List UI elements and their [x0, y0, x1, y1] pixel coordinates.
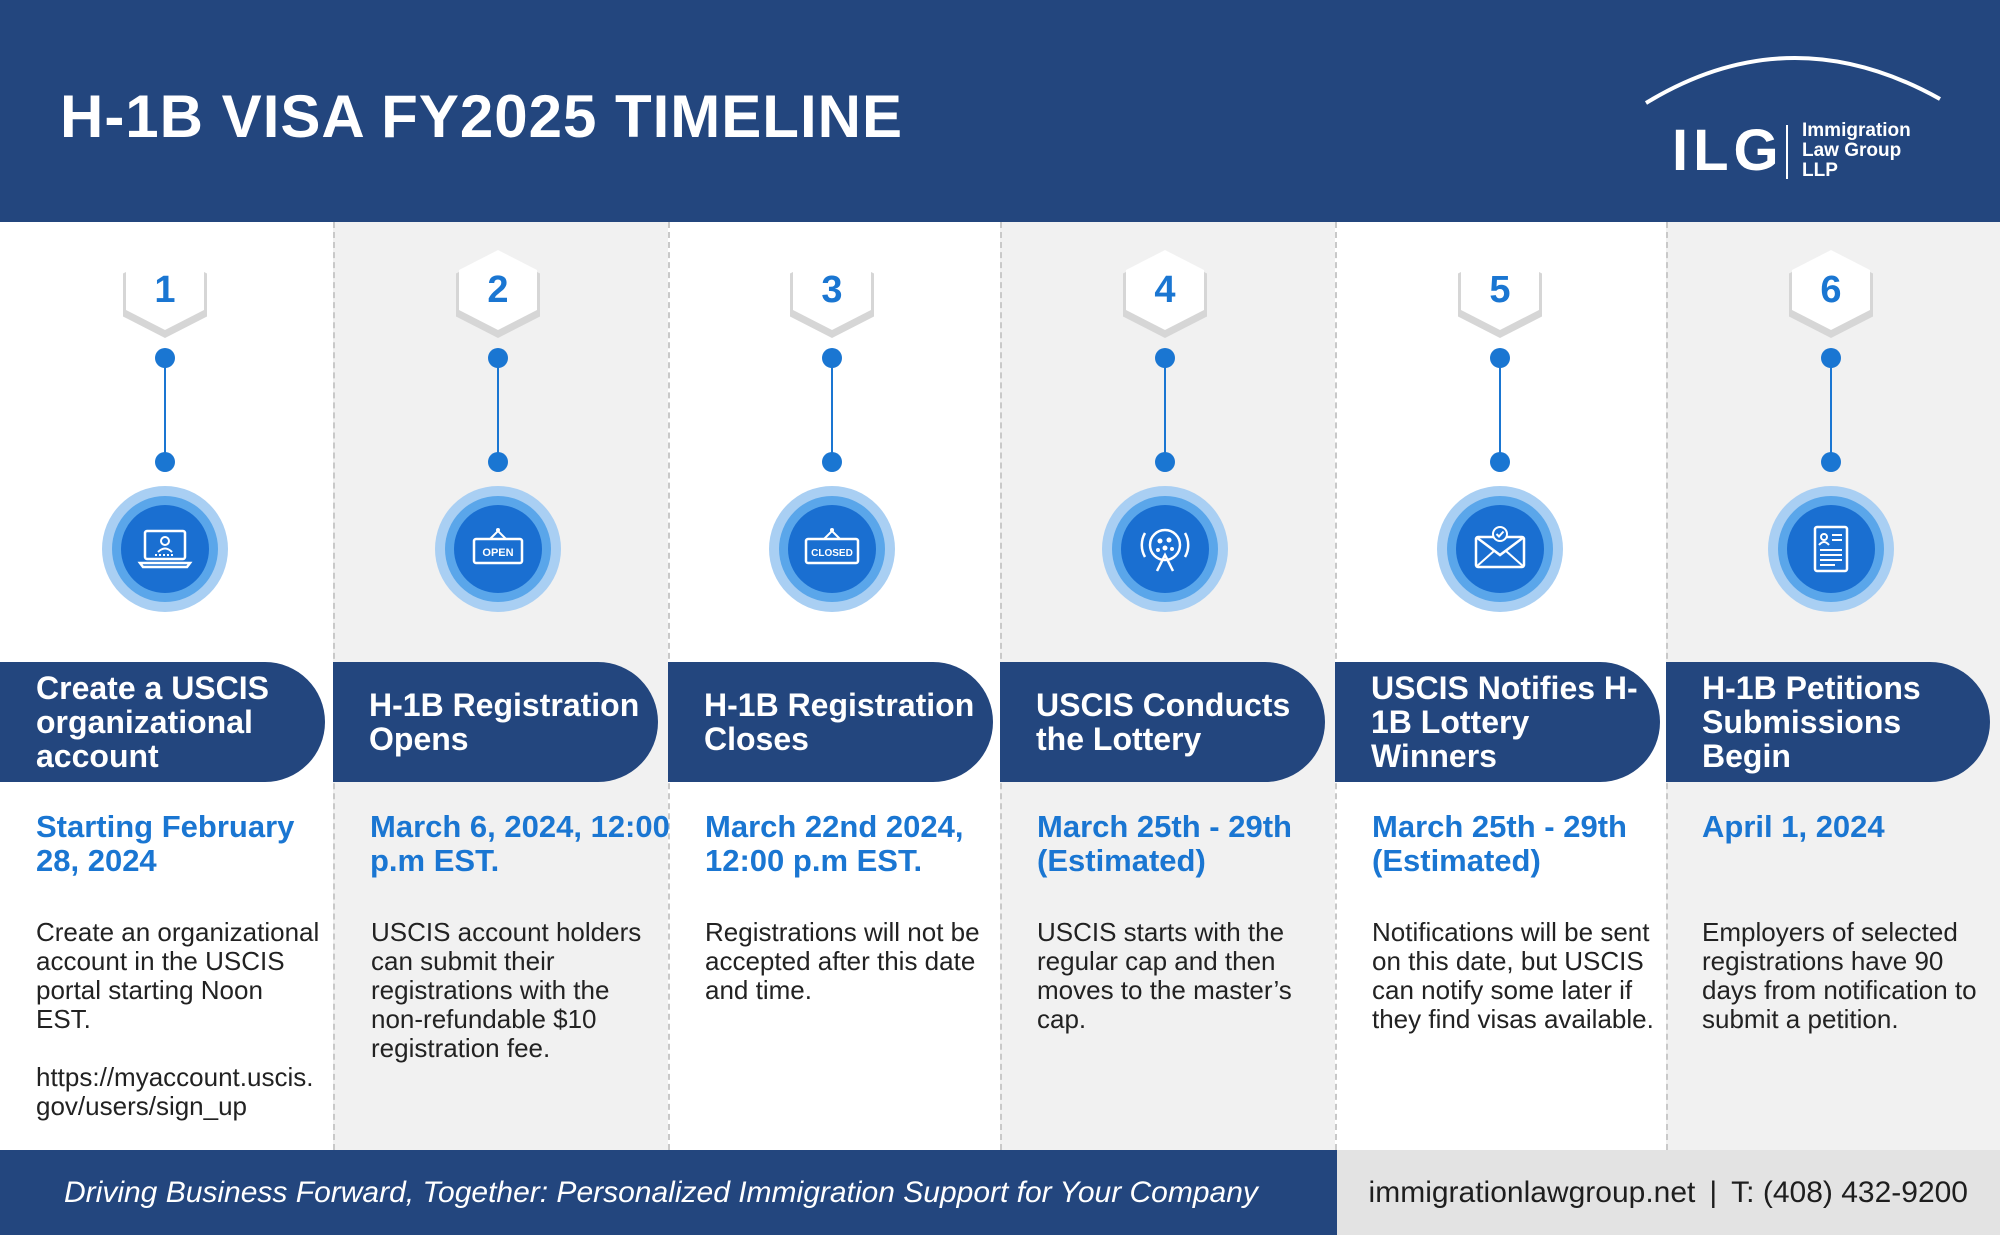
page-title: H-1B VISA FY2025 TIMELINE: [60, 83, 903, 150]
step-heading-tab: [1335, 662, 1660, 782]
step-heading: Create a USCIS organizational account: [36, 670, 269, 774]
step-description: USCIS starts with the regular cap and then moves to the master’s cap.: [1037, 917, 1292, 1034]
document-icon: [1801, 519, 1861, 579]
connector-dot-bottom: [822, 452, 842, 472]
closed-sign-icon: [802, 519, 862, 579]
step-number: 5: [1489, 269, 1511, 311]
step-heading-tab: [668, 662, 993, 782]
step-heading-tab: [333, 662, 658, 782]
header-banner: [0, 0, 2000, 222]
step-icon-ring: [102, 486, 228, 612]
step-heading-tab: [1000, 662, 1325, 782]
laptop-account-icon: [135, 519, 195, 579]
signup-link[interactable]: https://myaccount.uscis.gov/users/sign_up: [36, 1062, 314, 1121]
step-icon-ring: [435, 486, 561, 612]
footer-contact: [1369, 1150, 1968, 1235]
step-description: Registrations will not be accepted after this date and time.: [705, 917, 980, 1005]
svg-text:OPEN: OPEN: [482, 547, 514, 559]
website-link[interactable]: immigrationlawgroup.net: [1368, 1176, 1696, 1209]
step-heading: H-1B Registration Opens: [369, 687, 640, 757]
footer-tagline: Driving Business Forward, Together: Personalized Immigration Support for Your Company: [64, 1176, 1258, 1209]
connector-line: [1164, 358, 1166, 466]
step-icon-ring: [1102, 486, 1228, 612]
step-description-block: [36, 918, 321, 1121]
connector-line: [497, 358, 499, 466]
step-description: Create an organizational account in the USCIS portal starting Noon EST.: [36, 917, 320, 1034]
step-number: 3: [821, 269, 843, 311]
svg-text:CLOSED: CLOSED: [811, 548, 853, 559]
step-number: 2: [487, 269, 509, 311]
step-icon-ring: [1768, 486, 1894, 612]
phone-number[interactable]: T: (408) 432-9200: [1731, 1176, 1968, 1209]
open-sign-icon: [468, 519, 528, 579]
timeline: [0, 222, 2000, 1150]
step-date: April 1, 2024: [1702, 809, 1885, 844]
contact-separator: |: [1709, 1176, 1718, 1209]
step-heading: USCIS Notifies H-1B Lottery Winners: [1371, 670, 1638, 774]
step-number: 1: [154, 269, 176, 311]
step-description: USCIS account holders can submit their registrations with the non-refundable $10 registration fee.: [371, 917, 642, 1063]
step-heading: H-1B Petitions Submissions Begin: [1702, 670, 1921, 774]
logo-mark: ILG: [1672, 118, 1784, 183]
connector-dot-bottom: [488, 452, 508, 472]
footer-contact-bar: [1337, 1150, 2000, 1235]
logo-name: Immigration Law Group LLP: [1802, 120, 1911, 181]
connector-dot-bottom: [1821, 452, 1841, 472]
connector-dot-bottom: [1490, 452, 1510, 472]
step-description: Notifications will be sent on this date, but USCIS can notify some later if they find visas available.: [1372, 917, 1654, 1034]
step-heading-tab: [1666, 662, 1990, 782]
connector-dot-bottom: [1155, 452, 1175, 472]
connector-line: [164, 358, 166, 466]
step-number: 4: [1154, 269, 1176, 311]
lottery-drum-icon: [1135, 519, 1195, 579]
step-description: Employers of selected registrations have 90 days from notification to submit a petition.: [1702, 917, 1977, 1034]
step-icon-ring: [1437, 486, 1563, 612]
step-icon-ring: [769, 486, 895, 612]
connector-line: [1830, 358, 1832, 466]
envelope-check-icon: [1470, 519, 1530, 579]
step-date: March 25th - 29th (Estimated): [1037, 809, 1292, 878]
step-heading: USCIS Conducts the Lottery: [1036, 687, 1291, 757]
step-heading: H-1B Registration Closes: [704, 687, 975, 757]
ilg-logo: [1640, 45, 1950, 195]
logo-arc-icon: [1640, 45, 1950, 115]
step-date: Starting February 28, 2024: [36, 809, 295, 878]
step-number: 6: [1820, 269, 1842, 311]
step-heading-tab: [0, 662, 325, 782]
step-date: March 6, 2024, 12:00 p.m EST.: [370, 809, 670, 878]
connector-line: [831, 358, 833, 466]
connector-dot-bottom: [155, 452, 175, 472]
step-date: March 25th - 29th (Estimated): [1372, 809, 1627, 878]
footer-tagline-bar: [0, 1150, 1337, 1235]
step-date: March 22nd 2024, 12:00 p.m EST.: [705, 809, 964, 878]
connector-line: [1499, 358, 1501, 466]
logo-divider: [1786, 125, 1788, 179]
